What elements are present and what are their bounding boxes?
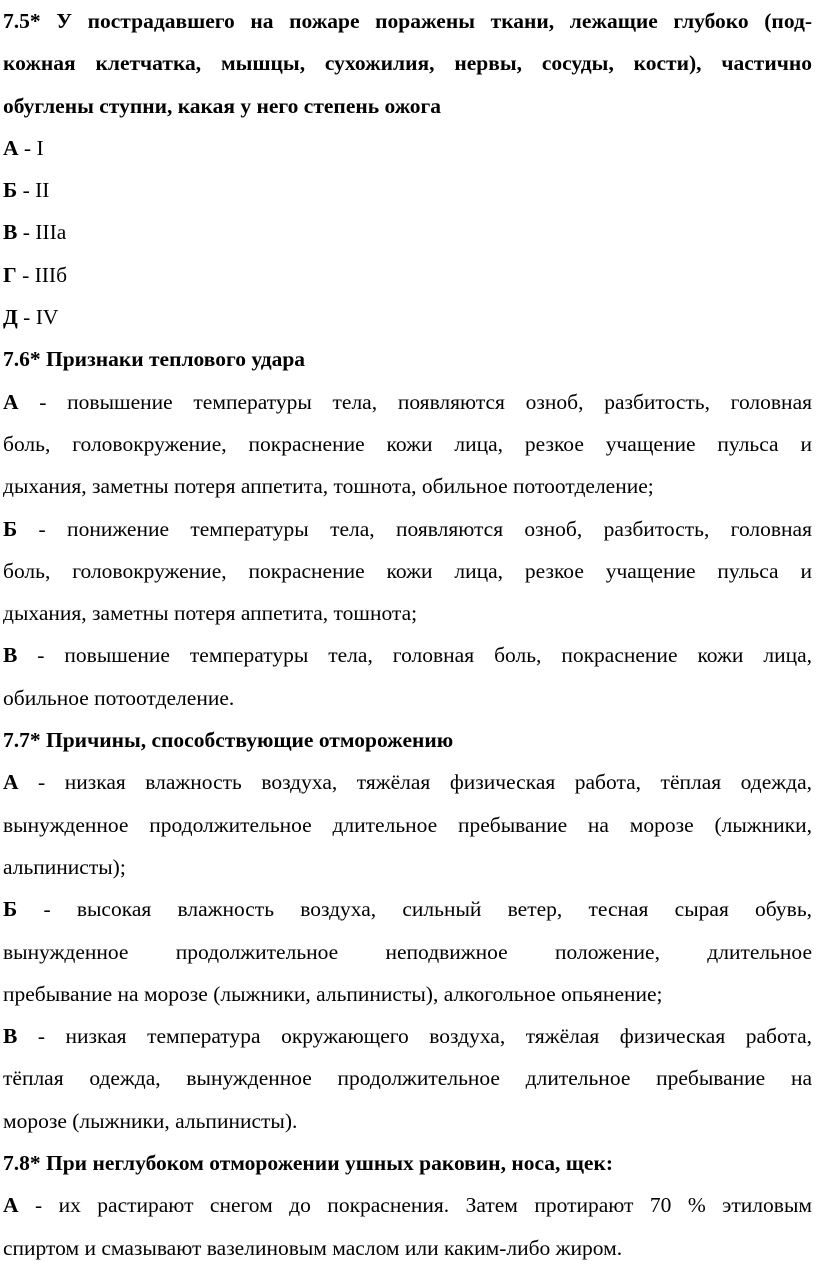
q76-option-v-line-2: обильное потоотделение. (3, 685, 235, 710)
option-text: - IV (17, 305, 59, 330)
option-text: - II (17, 178, 50, 203)
q77-option-b-line-1 (3, 888, 812, 930)
question-7-5-text-line-1: 7.5* У пострадавшего на пожаре поражены ткани, лежащие глубоко (под- (3, 9, 812, 33)
option-letter: А (3, 1193, 19, 1218)
option-letter: Б (3, 897, 18, 922)
q77-option-v-line-2: тёплая одежда, вынужденное продолжительное длительное пребывание на (3, 1066, 812, 1091)
question-7-5-text-line-3: обуглены ступни, какая у него степень ожога (3, 93, 442, 118)
q77-option-b-line-3: пребывание на морозе (лыжники, альпинисты), алкогольное опьянение; (3, 981, 663, 1006)
answer-option-g (3, 254, 812, 296)
option-letter: Г (3, 262, 17, 287)
option-text: - повышение температуры тела, головная боль, покраснение кожи лица, (17, 643, 812, 668)
q77-option-a-line-1 (3, 761, 812, 803)
question-7-6-title: 7.6* Признаки теплового удара (3, 347, 306, 372)
q76-option-a-line-3: дыхания, заметны потеря аппетита, тошнота, обильное потоотделение; (3, 474, 654, 499)
option-letter: А (3, 770, 19, 795)
option-text: - понижение температуры тела, появляются озноб, разбитость, головная (17, 516, 812, 541)
question-7-6 (3, 338, 812, 719)
option-text: - I (18, 135, 44, 160)
q78-option-a-line-1 (3, 1184, 812, 1226)
q77-option-a-line-2: вынужденное продолжительное длительное пребывание на морозе (лыжники, (3, 812, 812, 837)
question-7-5 (3, 0, 812, 338)
option-text: - IIIб (16, 262, 68, 287)
option-text: - низкая температура окружающего воздуха, тяжёлая физическая работа, (17, 1024, 812, 1049)
option-letter: Б (3, 516, 18, 541)
answer-option-d (3, 296, 812, 338)
q76-option-b-line-3: дыхания, заметны потеря аппетита, тошнота; (3, 601, 418, 626)
q77-option-v-line-1 (3, 1015, 812, 1057)
q77-option-v-line-3: морозе (лыжники, альпинисты). (3, 1108, 298, 1133)
option-letter: Б (3, 178, 18, 203)
option-letter: А (3, 389, 19, 414)
option-letter: Д (3, 305, 18, 330)
option-text: - повышение температуры тела, появляются озноб, разбитость, головная (18, 389, 812, 414)
option-letter: В (3, 1024, 18, 1049)
question-7-8 (3, 1142, 812, 1269)
q78-option-a-line-2: спиртом и смазывают вазелиновым маслом или каким-либо жиром. (3, 1235, 623, 1260)
q77-option-a-line-3: альпинисты); (3, 854, 126, 879)
answer-option-v (3, 211, 812, 253)
question-7-8-title: 7.8* При неглубоком отморожении ушных раковин, носа, щек: (3, 1151, 613, 1176)
q77-option-b-line-2: вынужденное продолжительное неподвижное положение, длительное (3, 939, 812, 964)
option-letter: В (3, 220, 18, 245)
q76-option-v-line-1 (3, 634, 812, 676)
question-7-7 (3, 719, 812, 1142)
option-letter: В (3, 643, 18, 668)
option-text: - их растирают снегом до покраснения. Затем протирают 70 % этиловым (18, 1193, 812, 1218)
answer-option-b (3, 169, 812, 211)
q76-option-b-line-2: боль, головокружение, покраснение кожи лица, резкое учащение пульса и (3, 558, 812, 583)
question-7-5-text-line-2: кожная клетчатка, мышцы, сухожилия, нервы, сосуды, кости), частично (3, 51, 812, 76)
option-letter: А (3, 135, 19, 160)
q76-option-a-line-1 (3, 381, 812, 423)
q76-option-b-line-1 (3, 508, 812, 550)
option-text: - IIIа (17, 220, 67, 245)
q76-option-a-line-2: боль, головокружение, покраснение кожи лица, резкое учащение пульса и (3, 431, 812, 456)
answer-option-a (3, 127, 812, 169)
question-7-7-title: 7.7* Причины, способствующие отморожению (3, 728, 454, 753)
option-text: - низкая влажность воздуха, тяжёлая физическая работа, тёплая одежда, (18, 770, 812, 795)
option-text: - высокая влажность воздуха, сильный ветер, тесная сырая обувь, (17, 897, 812, 922)
